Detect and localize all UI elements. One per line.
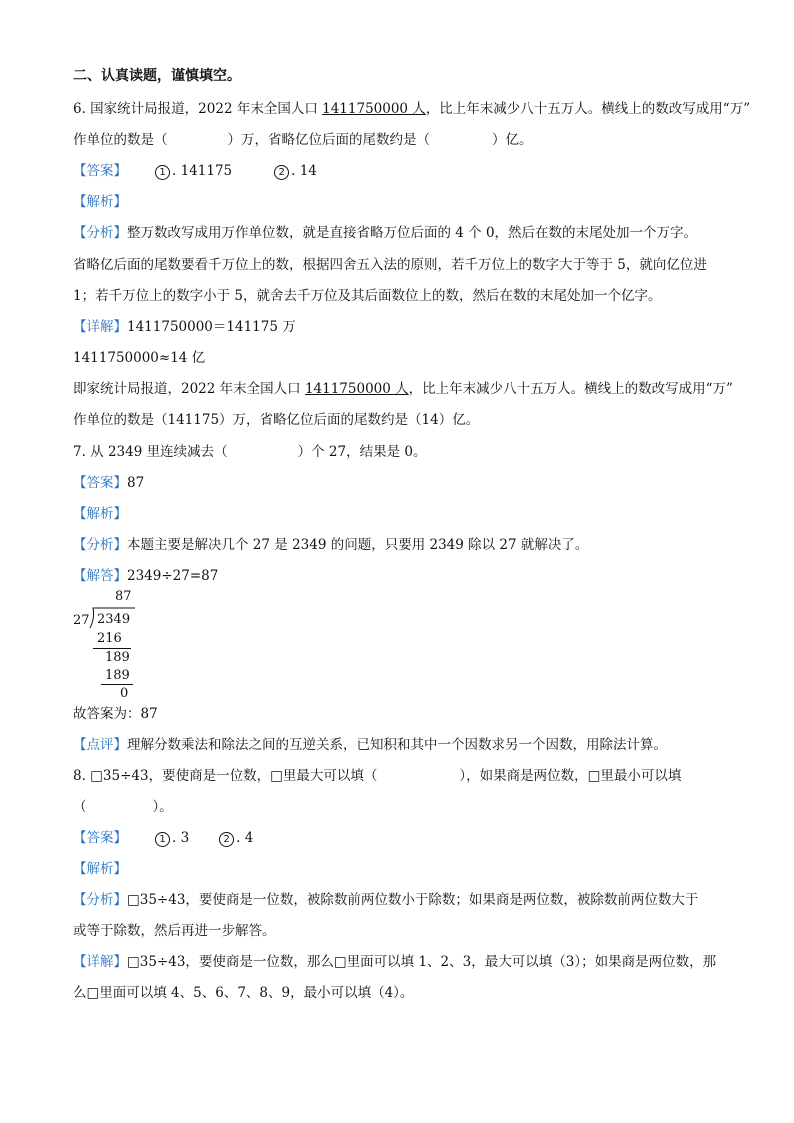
q6-xiangjie-3 <box>73 380 733 398</box>
q8-answer <box>73 829 253 847</box>
circle-number-2-icon: 2 <box>274 165 289 180</box>
answer-value: . 4 <box>236 830 254 846</box>
q8-line-1 <box>73 767 681 785</box>
q6-answer <box>73 162 317 180</box>
division-step-3: 189 <box>105 668 130 683</box>
circle-number-2-icon: 2 <box>219 832 234 847</box>
q6-xiangjie-4: 作单位的数是（141175）万，省略亿位后面的尾数约是（14）亿。 <box>73 412 480 428</box>
q7-jieda <box>73 567 218 585</box>
q6-text: ）亿。 <box>492 132 533 148</box>
division-divisor: 27 <box>73 613 90 628</box>
analysis-tag: 【解析】 <box>73 861 127 877</box>
underlined-number: 1411750000 人 <box>304 381 409 397</box>
division-step-2: 189 <box>105 650 130 665</box>
q8-text: ）。 <box>152 799 173 815</box>
fenxi-tag: 【分析】 <box>73 892 127 908</box>
analysis-tag: 【解析】 <box>73 194 127 210</box>
jieda-text: 2349÷27=87 <box>127 568 219 584</box>
division-remainder: 0 <box>120 686 129 701</box>
q8-fenxi-1 <box>73 891 698 909</box>
xiangjie-text: ，比上年末减少八十五万人。横线上的数改写成用“万” <box>408 381 733 397</box>
circle-number-1-icon: 1 <box>155 165 170 180</box>
answer-value: . 14 <box>291 163 317 179</box>
section-title: 二、认真读题，谨慎填空。 <box>73 68 241 84</box>
q7-text: ）个 27，结果是 0。 <box>297 444 427 460</box>
division-dividend: 2349 <box>97 612 131 627</box>
fenxi-tag: 【分析】 <box>73 537 127 553</box>
answer-value: . 3 <box>172 830 190 846</box>
fenxi-text: 本题主要是解决几个 27 是 2349 的问题，只要用 2349 除以 27 就解决了。 <box>127 537 589 553</box>
dianping-tag: 【点评】 <box>73 737 127 753</box>
q6-text: ，比上年末减少八十五万人。横线上的数改写成用“万” <box>425 101 751 117</box>
q7-answer <box>73 474 144 492</box>
division-rule <box>93 648 131 649</box>
xiangjie-text: 1411750000＝141175 万 <box>127 319 296 335</box>
q6-underlined-number: 1411750000 人 <box>322 101 426 117</box>
answer-tag: 【答案】 <box>73 830 127 846</box>
fenxi-text: 整万数改写成用万作单位数，就是直接省略万位后面的 4 个 0，然后在数的末尾处加一个万字。 <box>127 225 698 241</box>
q6-xiangjie-2: 1411750000≈14 亿 <box>73 350 206 366</box>
q6-xiangjie-1 <box>73 318 296 336</box>
answer-value: 87 <box>127 475 145 491</box>
analysis-tag: 【解析】 <box>73 506 127 522</box>
q6-line-2 <box>73 131 533 149</box>
q8-xiangjie-2: 么□里面可以填 4、5、6、7、8、9，最小可以填（4）。 <box>73 985 414 1001</box>
q6-text: 作单位的数是（ <box>73 132 168 148</box>
q8-xiangjie-1 <box>73 953 716 971</box>
division-quotient: 87 <box>115 589 132 604</box>
answer-value: . 141175 <box>172 163 233 179</box>
q6-fenxi-3: 1；若千万位上的数字小于 5，就舍去千万位及其后面数位上的数，然后在数的末尾处加一个亿字。 <box>73 288 662 304</box>
q6-text: 6. 国家统计局报道，2022 年末全国人口 <box>73 101 323 117</box>
xiangjie-text: □35÷43，要使商是一位数，那么□里面可以填 1、2、3，最大可以填（3）；如果商是两位数，那 <box>127 954 717 970</box>
q6-text: ）万，省略亿位后面的尾数约是（ <box>227 132 430 148</box>
circle-number-1-icon: 1 <box>155 832 170 847</box>
q7-line-1 <box>73 443 426 461</box>
q7-fenxi <box>73 536 588 554</box>
q7-conclusion: 故答案为：87 <box>73 706 158 722</box>
xiangjie-tag: 【详解】 <box>73 319 127 335</box>
q8-fenxi-2: 或等于除数，然后再进一步解答。 <box>73 923 276 939</box>
q8-text: （ <box>73 799 87 815</box>
q6-fenxi-2: 省略亿后面的尾数要看千万位上的数，根据四舍五入法的原则，若千万位上的数字大于等于 5，就向亿位进 <box>73 257 707 273</box>
division-step-1: 216 <box>97 631 122 646</box>
division-rule <box>101 684 133 685</box>
answer-tag: 【答案】 <box>73 163 127 179</box>
dianping-text: 理解分数乘法和除法之间的互逆关系，已知积和其中一个因数求另一个因数，用除法计算。 <box>127 737 667 753</box>
jieda-tag: 【解答】 <box>73 568 127 584</box>
xiangjie-text: 即家统计局报道，2022 年末全国人口 <box>73 381 305 397</box>
q6-line-1 <box>73 100 750 118</box>
q7-dianping <box>73 736 667 754</box>
q8-text: 8. □35÷43，要使商是一位数，□里最大可以填（ <box>73 768 378 784</box>
answer-tag: 【答案】 <box>73 475 127 491</box>
q6-fenxi-1 <box>73 224 697 242</box>
fenxi-tag: 【分析】 <box>73 225 127 241</box>
xiangjie-tag: 【详解】 <box>73 954 127 970</box>
q8-text: ），如果商是两位数，□里最小可以填 <box>459 768 682 784</box>
fenxi-text: □35÷43，要使商是一位数，被除数前两位数小于除数；如果商是两位数，被除数前两位数大于 <box>127 892 699 908</box>
q7-text: 7. 从 2349 里连续减去（ <box>73 444 228 460</box>
q8-line-2 <box>73 798 173 816</box>
